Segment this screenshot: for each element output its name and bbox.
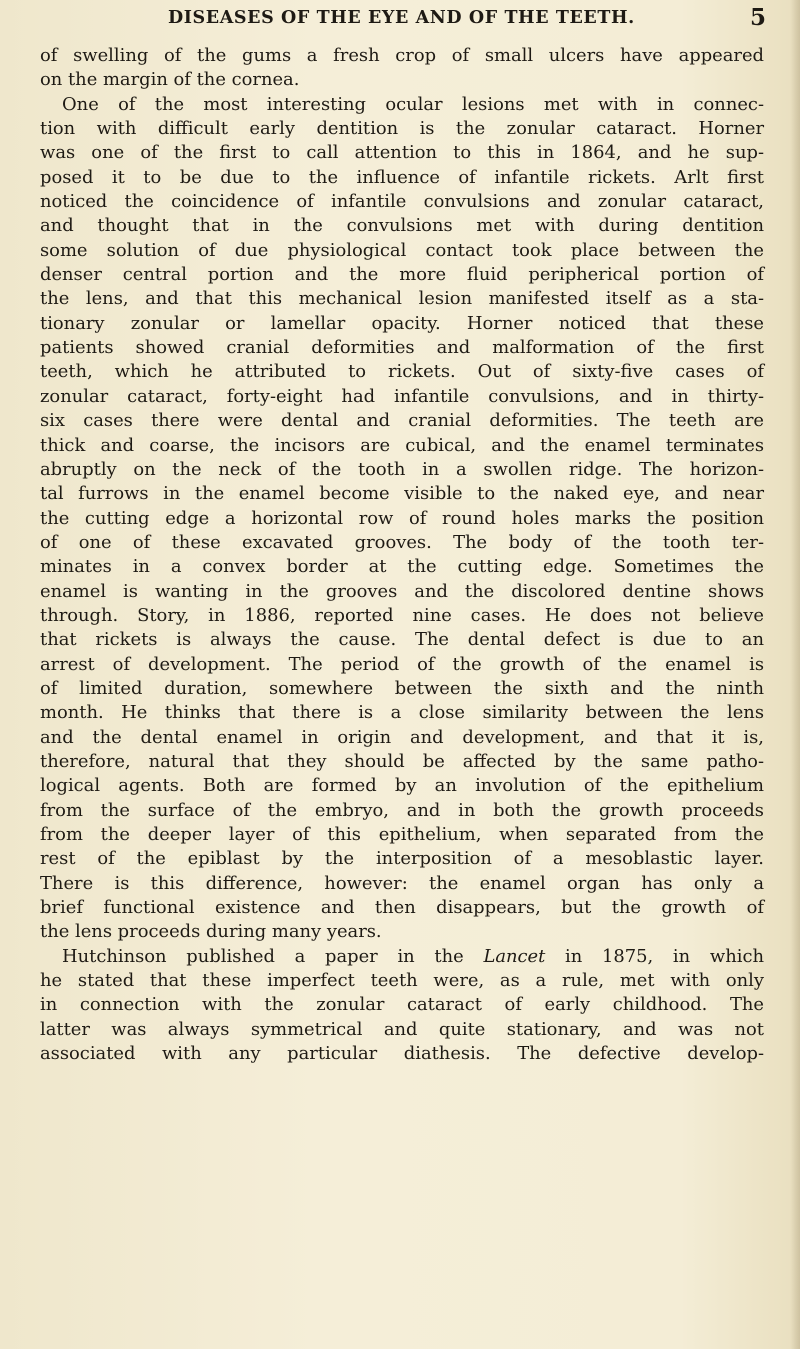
page-number: 5: [749, 4, 766, 31]
text-line: noticed the coincidence of infantile convulsions and zonular cataract,: [40, 191, 764, 213]
text-line: thick and coarse, the incisors are cubical, and the enamel terminates: [40, 434, 764, 456]
text-line: teeth, which he attributed to rickets. Out of sixty-five cases of: [40, 361, 764, 383]
text-line: Hutchinson published a paper in the Lancet in 1875, in which: [62, 945, 764, 967]
text-line: the lens proceeds during many years.: [40, 921, 382, 943]
text-line: from the surface of the embryo, and in both the growth proceeds: [40, 799, 764, 821]
text-line: that rickets is always the cause. The dental defect is due to an: [40, 629, 764, 651]
text-line: latter was always symmetrical and quite stationary, and was not: [40, 1018, 764, 1040]
text-line: from the deeper layer of this epithelium, when separated from the: [40, 824, 764, 845]
text-line: enamel is wanting in the grooves and the discolored dentine shows: [40, 580, 764, 602]
text-line: and the dental enamel in origin and development, and that it is,: [40, 726, 764, 748]
text-line: was one of the first to call attention to this in 1864, and he sup-: [40, 142, 764, 164]
text-line: minates in a convex border at the cutting edge. Sometimes the: [40, 556, 764, 578]
text-line: brief functional existence and then disappears, but the growth of: [40, 897, 764, 919]
text-line: and thought that in the convulsions met with during dentition: [40, 215, 764, 237]
text-line: he stated that these imperfect teeth were, as a rule, met with only: [40, 970, 764, 992]
text-line: tionary zonular or lamellar opacity. Horner noticed that these: [40, 312, 764, 334]
running-title: DISEASES OF THE EYE AND OF THE TEETH.: [168, 8, 635, 28]
text-line: patients showed cranial deformities and malformation of the first: [40, 337, 764, 359]
text-line: logical agents. Both are formed by an involution of the epithelium: [40, 775, 764, 797]
text-line: through. Story, in 1886, reported nine cases. He does not believe: [40, 604, 764, 626]
text-line: on the margin of the cornea.: [40, 69, 300, 91]
text-line: tal furrows in the enamel become visible to the naked eye, and near: [40, 483, 764, 505]
text-line: abruptly on the neck of the tooth in a swollen ridge. The horizon-: [40, 458, 764, 480]
text-line: of swelling of the gums a fresh crop of small ulcers have appeared: [40, 45, 764, 66]
text-line: month. He thinks that there is a close similarity between the lens: [40, 702, 764, 724]
text-line: There is this difference, however: the enamel organ has only a: [40, 872, 764, 894]
text-line: in connection with the zonular cataract of early childhood. The: [40, 994, 764, 1016]
text-line: of one of these excavated grooves. The body of the tooth ter-: [40, 531, 764, 553]
text-line: rest of the epiblast by the interposition of a mesoblastic layer.: [40, 848, 764, 870]
body-text: [40, 44, 764, 1066]
text-line: denser central portion and the more fluid peripherical portion of: [40, 264, 764, 286]
text-line: some solution of due physiological contact took place between the: [40, 239, 764, 261]
text-line: of limited duration, somewhere between the sixth and the ninth: [40, 677, 764, 699]
page-edge-shadow: [790, 0, 800, 1349]
text-line: therefore, natural that they should be affected by the same patho-: [40, 750, 764, 772]
text-line: tion with difficult early dentition is the zonular cataract. Horner: [40, 118, 764, 140]
text-line: arrest of development. The period of the growth of the enamel is: [40, 653, 764, 675]
running-head: [0, 6, 800, 40]
text-line: associated with any particular diathesis. The defective develop-: [40, 1043, 764, 1065]
text-line: posed it to be due to the influence of infantile rickets. Arlt first: [40, 166, 764, 188]
text-line: One of the most interesting ocular lesions met with in connec-: [62, 93, 764, 115]
text-line: the lens, and that this mechanical lesion manifested itself as a sta-: [40, 288, 764, 310]
text-line: zonular cataract, forty-eight had infantile convulsions, and in thirty-: [40, 385, 764, 407]
text-line: six cases there were dental and cranial deformities. The teeth are: [40, 410, 764, 432]
text-line: the cutting edge a horizontal row of round holes marks the position: [40, 507, 764, 529]
